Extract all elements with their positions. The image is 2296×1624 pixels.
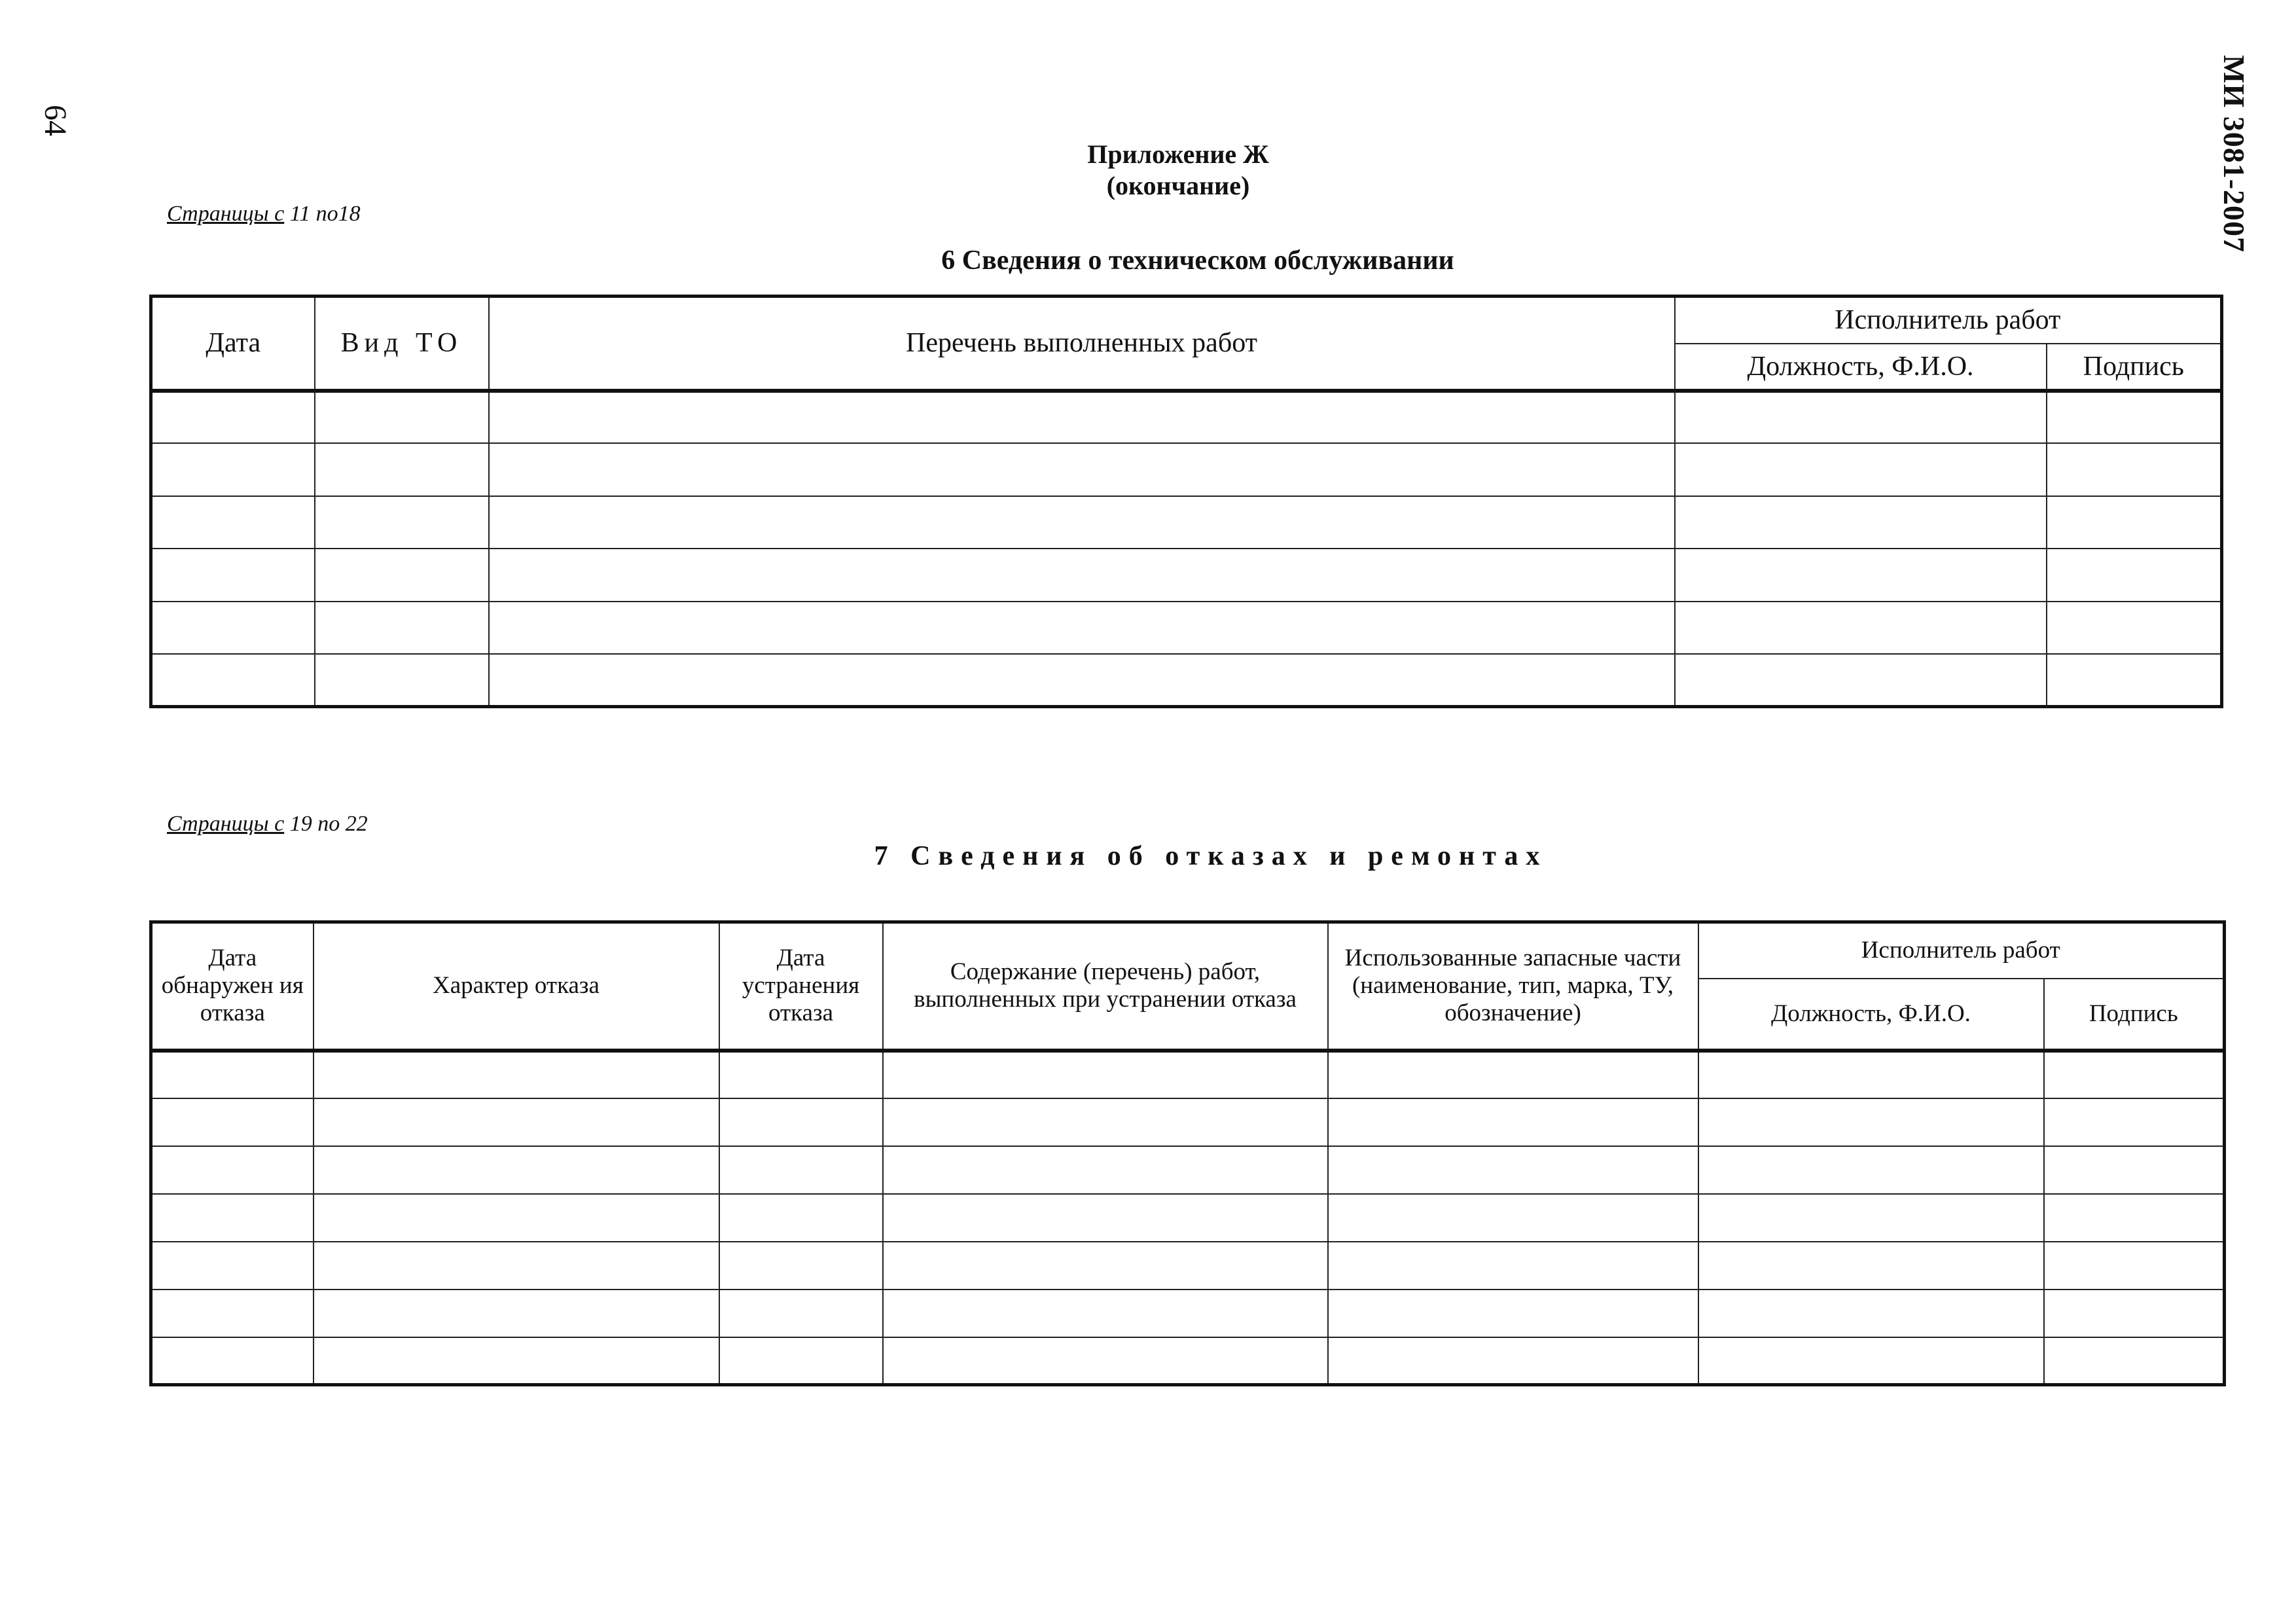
section7-title: 7 Сведения об отказах и ремонтах — [874, 841, 1548, 871]
failures-table-cell[interactable] — [719, 1242, 883, 1290]
failures-table-cell[interactable] — [2044, 1290, 2225, 1337]
failures-table-cell[interactable] — [883, 1337, 1328, 1385]
failures-table-cell[interactable] — [314, 1194, 719, 1242]
failures-table-cell[interactable] — [314, 1242, 719, 1290]
section7-pages-prefix: Страницы с — [167, 812, 285, 836]
failures-table-cell[interactable] — [883, 1051, 1328, 1098]
failures-table-row — [151, 1290, 2225, 1337]
col-executor: Исполнитель работ — [1698, 922, 2225, 979]
maintenance-table-cell[interactable] — [489, 549, 1675, 602]
failures-table-row — [151, 1337, 2225, 1385]
failures-table-cell[interactable] — [719, 1337, 883, 1385]
failures-table-cell[interactable] — [151, 1194, 314, 1242]
maintenance-table-cell[interactable] — [151, 496, 315, 549]
maintenance-table-cell[interactable] — [2047, 654, 2222, 707]
failures-table-cell[interactable] — [151, 1242, 314, 1290]
failures-table-cell[interactable] — [883, 1098, 1328, 1146]
maintenance-table-cell[interactable] — [1675, 602, 2047, 655]
failures-table-cell[interactable] — [2044, 1146, 2225, 1194]
failures-table-cell[interactable] — [1328, 1051, 1698, 1098]
col-maintenance-type: Вид ТО — [315, 297, 489, 391]
maintenance-table-cell[interactable] — [1675, 391, 2047, 444]
maintenance-table-row — [151, 443, 2222, 496]
maintenance-table-cell[interactable] — [151, 654, 315, 707]
maintenance-table-cell[interactable] — [489, 391, 1675, 444]
failures-table — [149, 920, 2226, 1386]
failures-table-cell[interactable] — [151, 1051, 314, 1098]
failures-table-cell[interactable] — [1698, 1194, 2044, 1242]
failures-table-cell[interactable] — [2044, 1337, 2225, 1385]
failures-table-cell[interactable] — [719, 1146, 883, 1194]
failures-table-cell[interactable] — [2044, 1051, 2225, 1098]
maintenance-table-cell[interactable] — [489, 654, 1675, 707]
maintenance-table-cell[interactable] — [315, 602, 489, 655]
col-date: Дата — [151, 297, 315, 391]
col-executor: Исполнитель работ — [1675, 297, 2222, 344]
failures-table-cell[interactable] — [2044, 1194, 2225, 1242]
section7-pages-range: 19 по 22 — [284, 812, 368, 836]
col-fix-date: Дата устранения отказа — [719, 922, 883, 1051]
failures-table-cell[interactable] — [1328, 1194, 1698, 1242]
appendix-heading — [982, 139, 1374, 202]
maintenance-table — [149, 295, 2223, 708]
maintenance-table-row — [151, 549, 2222, 602]
failures-table-cell[interactable] — [151, 1337, 314, 1385]
maintenance-table-cell[interactable] — [489, 602, 1675, 655]
failures-table-cell[interactable] — [719, 1290, 883, 1337]
col-work-content: Содержание (перечень) работ, выполненных при устранении отказа — [883, 922, 1328, 1051]
col-works-list: Перечень выполненных работ — [489, 297, 1675, 391]
maintenance-table-row — [151, 391, 2222, 444]
maintenance-table-cell[interactable] — [2047, 496, 2222, 549]
failures-table-cell[interactable] — [1698, 1337, 2044, 1385]
maintenance-table-cell[interactable] — [2047, 602, 2222, 655]
maintenance-table-row — [151, 654, 2222, 707]
maintenance-table-cell[interactable] — [489, 443, 1675, 496]
maintenance-table-cell[interactable] — [2047, 391, 2222, 444]
failures-table-cell[interactable] — [314, 1146, 719, 1194]
section6-pages-note — [167, 202, 361, 226]
page-number: 64 — [38, 105, 73, 136]
maintenance-table-cell[interactable] — [2047, 549, 2222, 602]
col-signature: Подпись — [2047, 344, 2222, 391]
failures-table-cell[interactable] — [1328, 1146, 1698, 1194]
failures-table-cell[interactable] — [2044, 1242, 2225, 1290]
maintenance-table-cell[interactable] — [2047, 443, 2222, 496]
maintenance-table-cell[interactable] — [315, 654, 489, 707]
failures-table-cell[interactable] — [1698, 1098, 2044, 1146]
failures-table-cell[interactable] — [1328, 1242, 1698, 1290]
failures-table-cell[interactable] — [151, 1290, 314, 1337]
maintenance-table-row — [151, 496, 2222, 549]
maintenance-table-cell[interactable] — [315, 496, 489, 549]
failures-table-cell[interactable] — [883, 1290, 1328, 1337]
section6-title: 6 Сведения о техническом обслуживании — [941, 245, 1454, 276]
maintenance-table-cell[interactable] — [151, 443, 315, 496]
section6-pages-range: 11 по18 — [284, 202, 361, 226]
failures-table-cell[interactable] — [1698, 1242, 2044, 1290]
col-signature: Подпись — [2044, 979, 2225, 1051]
failures-table-row — [151, 1194, 2225, 1242]
section7-pages-note — [167, 812, 368, 837]
failures-table-cell[interactable] — [1328, 1290, 1698, 1337]
failures-table-cell[interactable] — [314, 1051, 719, 1098]
maintenance-table-cell[interactable] — [315, 443, 489, 496]
maintenance-table-cell[interactable] — [315, 391, 489, 444]
failures-table-cell[interactable] — [314, 1098, 719, 1146]
col-detection-date: Дата обнаружен ия отказа — [151, 922, 314, 1051]
maintenance-table-cell[interactable] — [1675, 549, 2047, 602]
failures-table-cell[interactable] — [1698, 1290, 2044, 1337]
failures-table-row — [151, 1051, 2225, 1098]
col-position-name: Должность, Ф.И.О. — [1675, 344, 2047, 391]
failures-table-cell[interactable] — [883, 1194, 1328, 1242]
maintenance-table-cell[interactable] — [151, 391, 315, 444]
failures-table-cell[interactable] — [151, 1146, 314, 1194]
failures-table-cell[interactable] — [1698, 1051, 2044, 1098]
appendix-title: Приложение Ж — [1087, 139, 1269, 169]
failures-table-cell[interactable] — [2044, 1098, 2225, 1146]
failures-table-row — [151, 1242, 2225, 1290]
failures-table-cell[interactable] — [883, 1242, 1328, 1290]
maintenance-table-row — [151, 602, 2222, 655]
maintenance-table-cell[interactable] — [151, 602, 315, 655]
failures-table-cell[interactable] — [1698, 1146, 2044, 1194]
maintenance-table-cell[interactable] — [1675, 443, 2047, 496]
col-spare-parts: Использованные запасные части (наименование, тип, марка, ТУ, обозначение) — [1328, 922, 1698, 1051]
failures-table-cell[interactable] — [314, 1290, 719, 1337]
document-code: МИ 3081-2007 — [2217, 55, 2251, 253]
failures-table-cell[interactable] — [314, 1337, 719, 1385]
failures-table-cell[interactable] — [883, 1146, 1328, 1194]
section6-pages-prefix: Страницы с — [167, 202, 285, 226]
failures-table-row — [151, 1098, 2225, 1146]
maintenance-table-cell[interactable] — [489, 496, 1675, 549]
failures-table-cell[interactable] — [719, 1051, 883, 1098]
failures-table-cell[interactable] — [1328, 1098, 1698, 1146]
maintenance-table-cell[interactable] — [1675, 496, 2047, 549]
failures-table-cell[interactable] — [719, 1194, 883, 1242]
failures-table-cell[interactable] — [1328, 1337, 1698, 1385]
failures-table-cell[interactable] — [719, 1098, 883, 1146]
appendix-subtitle: (окончание) — [1106, 171, 1250, 200]
maintenance-table-cell[interactable] — [1675, 654, 2047, 707]
maintenance-table-cell[interactable] — [151, 549, 315, 602]
failures-table-row — [151, 1146, 2225, 1194]
col-failure-nature: Характер отказа — [314, 922, 719, 1051]
col-position-name: Должность, Ф.И.О. — [1698, 979, 2044, 1051]
failures-table-cell[interactable] — [151, 1098, 314, 1146]
maintenance-table-cell[interactable] — [315, 549, 489, 602]
